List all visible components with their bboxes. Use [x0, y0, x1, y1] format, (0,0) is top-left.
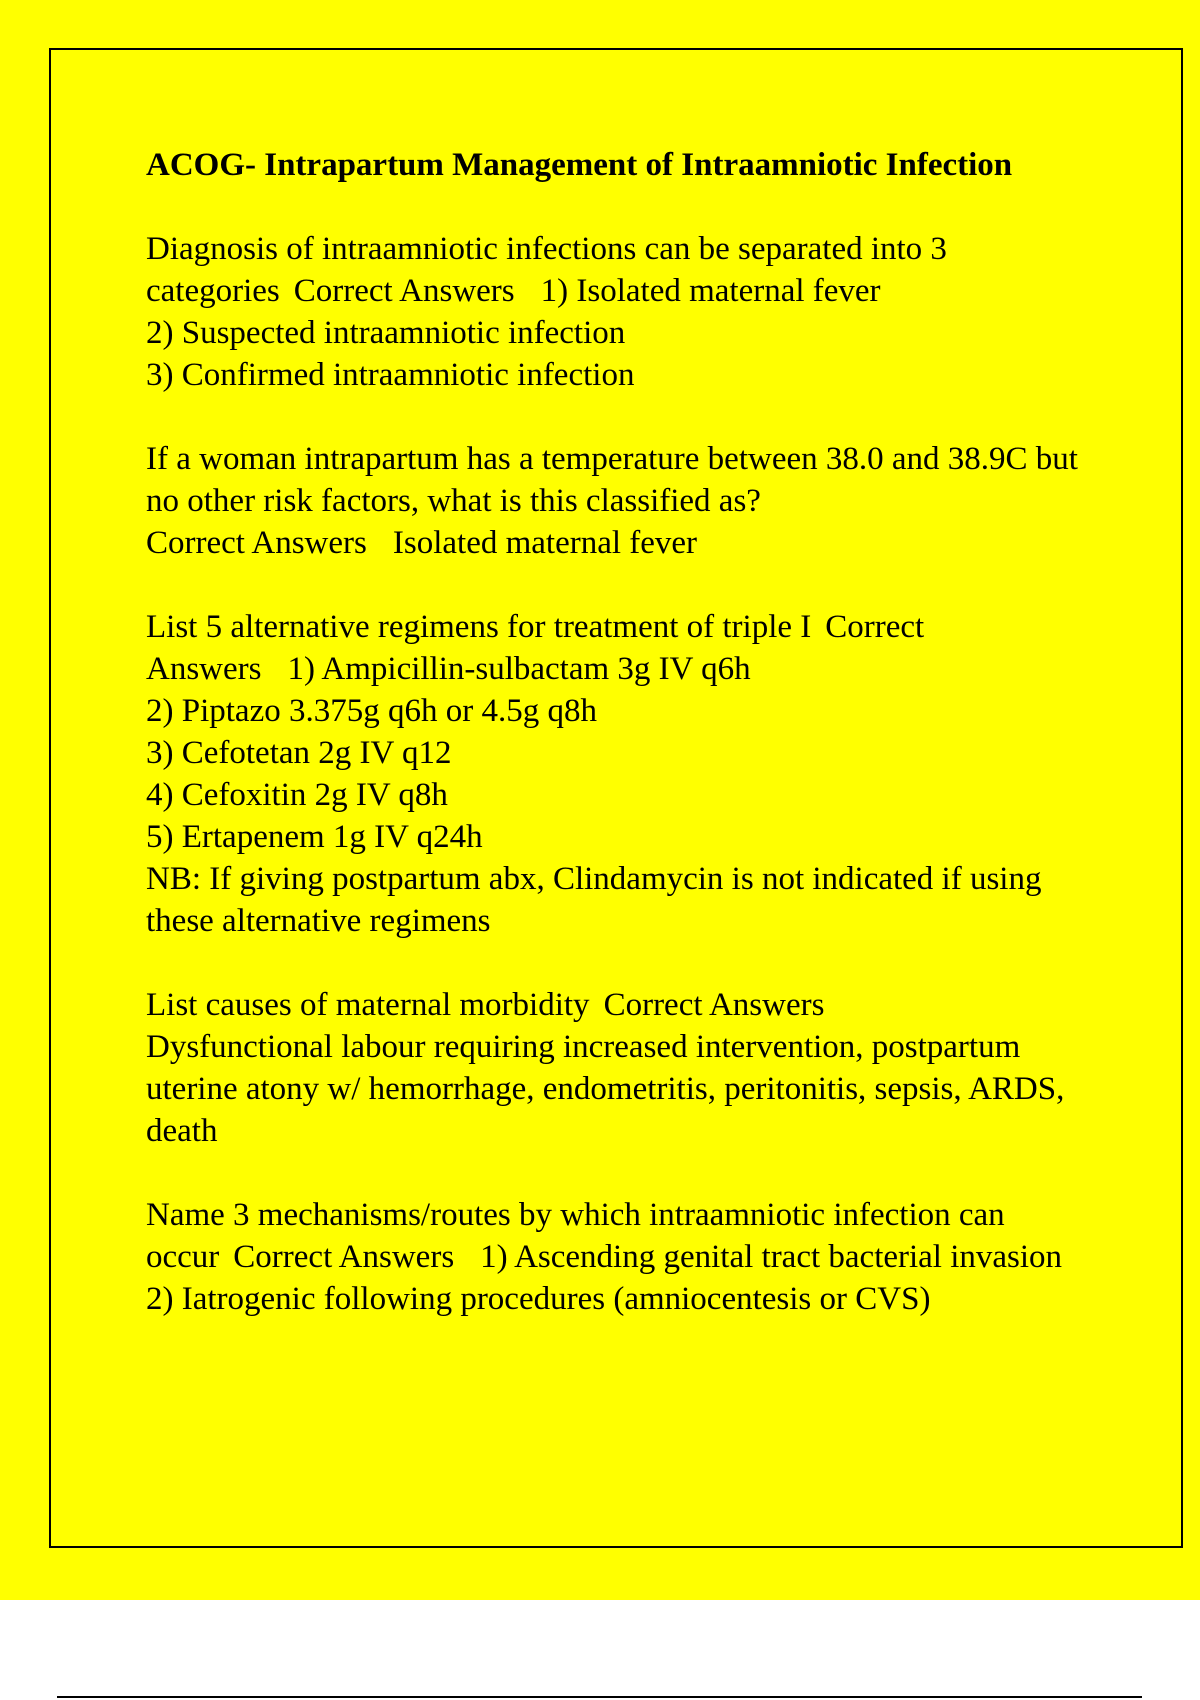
footer-divider — [57, 1696, 1142, 1698]
qa-item — [146, 606, 1096, 942]
question-text: Name 3 mechanisms/routes by which intraamniotic infection can occur — [146, 1197, 1005, 1275]
question-text: Diagnosis of intraamniotic infections can be separated into 3 categories — [146, 231, 947, 309]
answer-label: Correct Answers — [146, 525, 367, 561]
answer-line: 2) Iatrogenic following procedures (amniocentesis or CVS) — [146, 1281, 931, 1317]
question-text: If a woman intrapartum has a temperature between 38.0 and 38.9C but no other risk factors, what is this classified as? — [146, 441, 1078, 519]
answer-line: 2) Suspected intraamniotic infection — [146, 315, 626, 351]
answer-line: Dysfunctional labour requiring increased intervention, postpartum uterine atony w/ hemorrhage, endometritis, peritonitis, sepsis, ARDS, death — [146, 1029, 1065, 1149]
qa-item — [146, 228, 1096, 396]
question-text: List 5 alternative regimens for treatment of triple I — [146, 609, 812, 645]
answer-label: Correct Answers — [603, 987, 825, 1023]
answer-label: Correct Answers — [233, 1239, 455, 1275]
qa-question-line — [146, 984, 1096, 1152]
document-body — [146, 144, 1096, 1362]
qa-item — [146, 1194, 1096, 1320]
qa-item — [146, 984, 1096, 1152]
answer-line: 3) Cefotetan 2g IV q12 — [146, 735, 452, 771]
answer-line: 3) Confirmed intraamniotic infection — [146, 357, 635, 393]
answer-line: NB: If giving postpartum abx, Clindamycin is not indicated if using these alternative regimens — [146, 861, 1042, 939]
qa-question-line — [146, 1194, 1096, 1278]
answer-label: Correct Answers — [146, 609, 925, 687]
answer-line: 4) Cefoxitin 2g IV q8h — [146, 777, 448, 813]
answer-line: 2) Piptazo 3.375g q6h or 4.5g q8h — [146, 693, 597, 729]
qa-item — [146, 438, 1096, 564]
qa-question-line — [146, 228, 1096, 312]
answer-line: 1) Isolated maternal fever — [540, 273, 881, 309]
document-title: ACOG- Intrapartum Management of Intraamniotic Infection — [146, 147, 1013, 183]
question-text: List causes of maternal morbidity — [146, 987, 590, 1023]
answer-line: 1) Ampicillin-sulbactam 3g IV q6h — [287, 651, 751, 687]
answer-line: 5) Ertapenem 1g IV q24h — [146, 819, 483, 855]
answer-line: Isolated maternal fever — [392, 525, 698, 561]
qa-question-line — [146, 606, 1096, 690]
answer-label: Correct Answers — [293, 273, 515, 309]
qa-question-line — [146, 438, 1096, 564]
answer-line: 1) Ascending genital tract bacterial invasion — [480, 1239, 1063, 1275]
